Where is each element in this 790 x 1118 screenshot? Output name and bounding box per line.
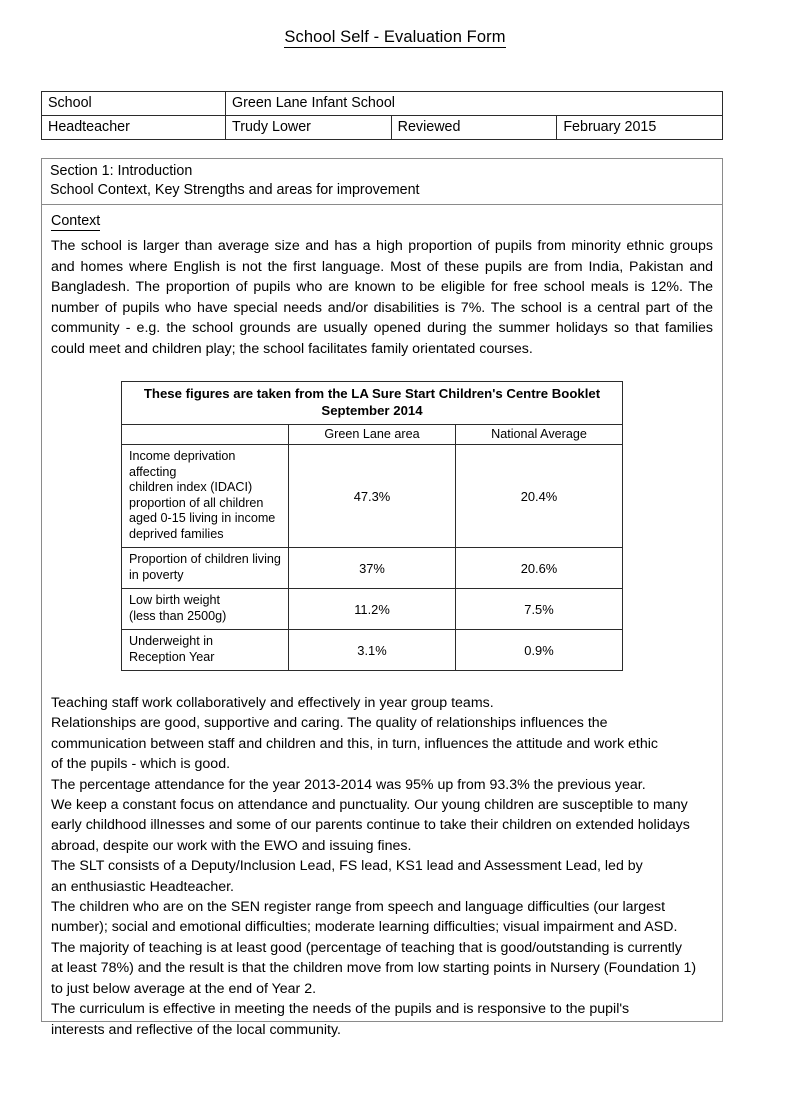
page-title [0,28,790,47]
page-title-text: School Self - Evaluation Form [284,28,506,46]
column-header-blank [122,425,289,445]
narrative-line: The majority of teaching is at least good (percentage of teaching that is good/outstanding is currently [51,939,682,956]
row-label-low-birth-weight [122,589,289,630]
row-label-line: Income deprivation affecting [129,449,236,479]
school-label: School [42,92,226,116]
figures-title-line-2: September 2014 [321,402,423,418]
row-label-poverty [122,548,289,589]
column-header-national-average: National Average [456,425,623,445]
narrative-line: Teaching staff work collaboratively and effectively in year group teams. [51,695,494,711]
narrative-line: communication between staff and children and this, in turn, influences the attitude and work ethic [51,735,659,752]
school-identification-table [41,91,723,140]
row-label-line: in poverty [129,567,184,582]
headteacher-value: Trudy Lower [226,116,392,140]
context-paragraph: The school is larger than average size and has a high proportion of pupils from minority ethnic groups and homes where English is not the first language. Most of these pupils are from India, Pakistan and Bangladesh. The proportion of pupils who are known to be eligible for free school meals is 12%. The number of pupils who have special needs and/or disabilities is 7%. The school is a central part of the community - e.g. the school grounds are usually opened during the summer holidays so that families could meet and children play; the school facilitates family orientated courses. [51,238,713,357]
narrative-line: to just below average at the end of Year 2. [51,980,317,997]
narrative-text-block [51,693,713,1040]
row-label-line: deprived families [129,526,224,541]
table-row [122,630,623,671]
section-header [42,159,722,205]
value-underweight-national: 0.9% [456,630,623,671]
section-body [42,205,722,1040]
school-value: Green Lane Infant School [226,92,723,116]
table-row [122,548,623,589]
row-label-line: Proportion of children living [129,552,281,566]
value-low-birth-weight-national: 7.5% [456,589,623,630]
figures-title-line-1: These figures are taken from the LA Sure Start Children's Centre Booklet [143,386,601,401]
value-poverty-green-lane: 37% [289,548,456,589]
row-label-underweight [122,630,289,671]
value-idaci-green-lane: 47.3% [289,445,456,548]
row-label-line: proportion of all children [129,495,264,510]
figures-title-row [122,382,623,425]
section-heading-line-2: School Context, Key Strengths and areas for improvement [50,182,420,198]
narrative-line: early childhood illnesses and some of our parents continue to take their children on extended holidays [51,817,690,834]
row-label-line: (less than 2500g) [129,608,227,623]
value-poverty-national: 20.6% [456,548,623,589]
narrative-line: The SLT consists of a Deputy/Inclusion Lead, FS lead, KS1 lead and Assessment Lead, led by [51,858,643,875]
row-label-line: Low birth weight [129,593,221,607]
narrative-line: of the pupils - which is good. [51,756,231,773]
narrative-line: The children who are on the SEN register range from speech and language difficulties (our largest [51,899,666,916]
narrative-line: The curriculum is effective in meeting the needs of the pupils and is responsive to the pupil's [51,1001,630,1018]
row-label-line: children index (IDACI) [129,480,253,494]
table-row [122,589,623,630]
table-row [42,116,723,140]
narrative-line: at least 78%) and the result is that the children move from low starting points in Nursery (Foundation 1) [51,960,697,977]
table-row [42,92,723,116]
narrative-line: Relationships are good, supportive and caring. The quality of relationships influences the [51,715,608,732]
narrative-line: an enthusiastic Headteacher. [51,878,234,895]
sure-start-figures-table [121,381,623,671]
narrative-line: number); social and emotional difficulties; moderate learning difficulties; visual impairment and ASD. [51,919,678,936]
figures-table-wrapper [51,381,713,671]
figures-column-header-row [122,425,623,445]
section-heading-line-1: Section 1: Introduction [50,163,193,179]
table-row [122,445,623,548]
value-underweight-green-lane: 3.1% [289,630,456,671]
figures-table-title [122,382,623,425]
row-label-line: aged 0-15 living in income [129,511,276,525]
row-label-line: Underweight in [129,634,214,648]
value-low-birth-weight-green-lane: 11.2% [289,589,456,630]
context-heading [51,213,713,229]
column-header-green-lane-area: Green Lane area [289,425,456,445]
row-label-line: Reception Year [129,649,215,664]
reviewed-value: February 2015 [557,116,723,140]
value-idaci-national: 20.4% [456,445,623,548]
row-label-idaci [122,445,289,548]
narrative-line: interests and reflective of the local community. [51,1021,341,1038]
headteacher-label: Headteacher [42,116,226,140]
context-heading-text: Context [51,213,101,229]
section-1-box [41,158,723,1038]
narrative-line: We keep a constant focus on attendance and punctuality. Our young children are susceptible to many [51,797,688,814]
narrative-line: abroad, despite our work with the EWO and issuing fines. [51,837,412,854]
narrative-line: The percentage attendance for the year 2013-2014 was 95% up from 93.3% the previous year. [51,776,646,793]
reviewed-label: Reviewed [391,116,557,140]
